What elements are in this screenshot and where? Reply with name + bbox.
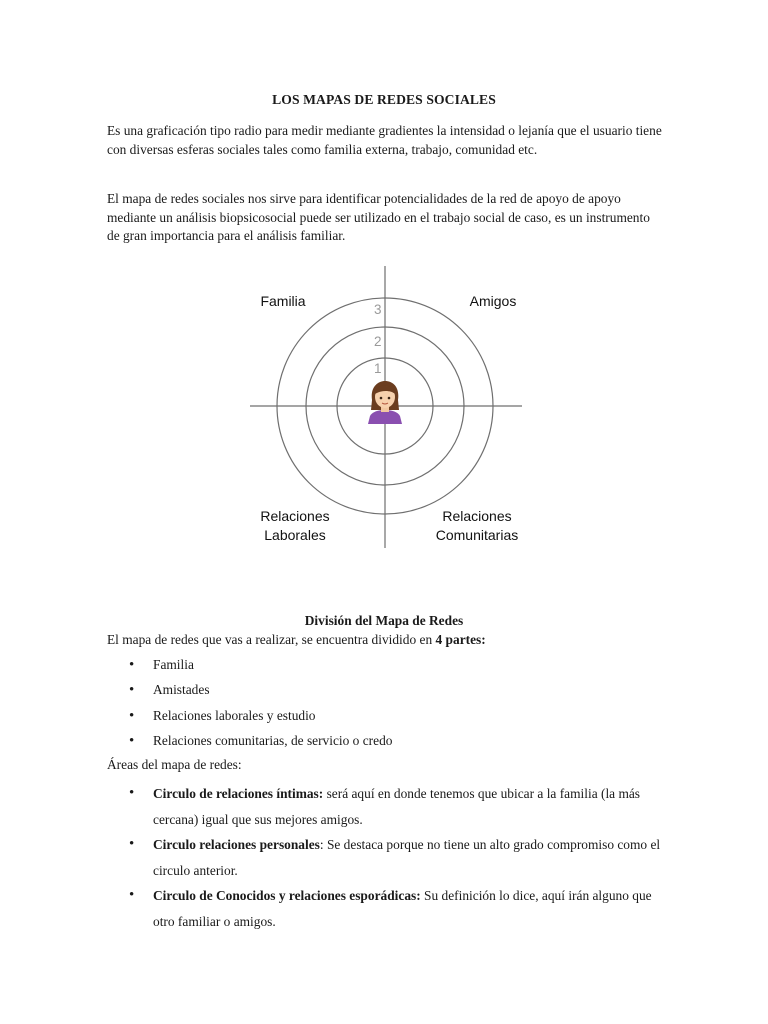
- ring-number-2: 2: [374, 334, 382, 349]
- document-title: LOS MAPAS DE REDES SOCIALES: [272, 92, 496, 107]
- quadrant-label-amigos: Amigos: [469, 293, 517, 309]
- area-text: : Se destaca porque no tiene un alto grado compromiso como el circulo anterior.: [153, 837, 661, 878]
- areas-list: [107, 781, 667, 934]
- quadrant-label-relaciones-comunitarias: [428, 507, 526, 545]
- quadrant-label-line: Comunitarias: [435, 527, 519, 543]
- area-text: será aquí en donde tenemos que ubicar a la familia (la más cercana) igual que sus mejores amigos.: [153, 786, 641, 827]
- area-text: Su definición lo dice, aquí irán alguno que otro familiar o amigos.: [153, 888, 652, 929]
- ring-number-3: 3: [374, 302, 382, 317]
- list-item: [107, 832, 667, 883]
- area-name: Circulo de relaciones íntimas:: [153, 786, 324, 801]
- division-section-title: División del Mapa de Redes: [304, 613, 464, 628]
- division-intro-text: El mapa de redes que vas a realizar, se encuentra dividido en: [107, 632, 436, 647]
- paragraph-purpose: El mapa de redes sociales nos sirve para identificar potencialidades de la red de apoyo de apoyo mediante un análisis biopsicosocial puede ser utilizado en el trabajo social de caso, es un instrumento de gran importancia para el análisis familiar.: [107, 191, 650, 243]
- area-name: Circulo de Conocidos y relaciones esporádicas:: [153, 888, 421, 903]
- woman-avatar-icon: [366, 380, 404, 424]
- list-item: • Relaciones laborales y estudio: [107, 707, 392, 732]
- quadrant-label-line: Laborales: [264, 527, 326, 543]
- quadrant-label-relaciones-laborales: [248, 507, 342, 545]
- quadrant-label-line: Relaciones: [260, 508, 330, 524]
- list-item: • Amistades: [107, 681, 392, 706]
- ring-number-1: 1: [374, 361, 382, 376]
- list-item: • Familia: [107, 656, 392, 681]
- area-name: Circulo relaciones personales: [153, 837, 320, 852]
- division-intro: [107, 632, 486, 648]
- list-item: [107, 781, 667, 832]
- list-item: • Relaciones comunitarias, de servicio o credo: [107, 732, 392, 757]
- paragraph-definition: Es una graficación tipo radio para medir mediante gradientes la intensidad o lejanía que el usuario tiene con diversas esferas sociales tales como familia externa, trabajo, comunidad etc.: [107, 123, 662, 157]
- quadrant-label-line: Relaciones: [442, 508, 512, 524]
- areas-label: Áreas del mapa de redes:: [107, 757, 242, 772]
- list-item: [107, 883, 667, 934]
- division-intro-bold: 4 partes:: [435, 632, 486, 647]
- quadrant-label-familia: Familia: [260, 293, 306, 309]
- parts-list: [107, 656, 392, 757]
- social-network-map-diagram: [0, 262, 768, 552]
